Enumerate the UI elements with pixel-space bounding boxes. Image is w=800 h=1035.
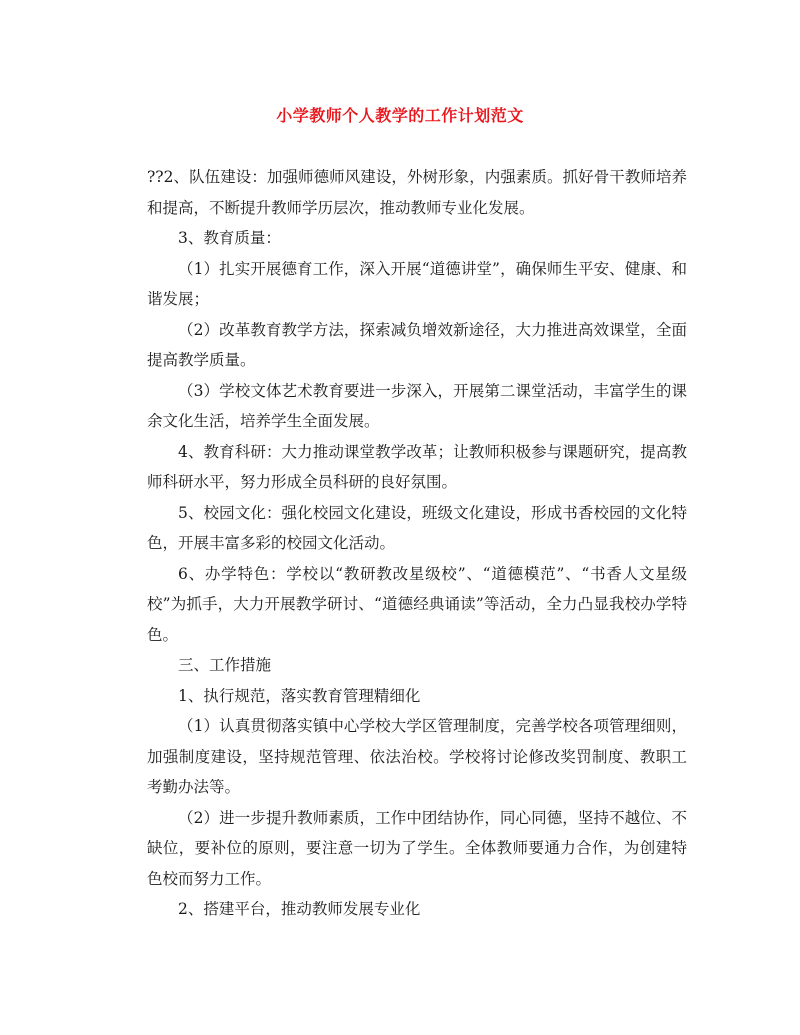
document-body — [147, 162, 687, 925]
paragraph-team-building: ??2、队伍建设：加强师德师风建设，外树形象，内强素质。抓好骨干教师培养和提高，不断提升教师学历层次，推动教师专业化发展。 — [147, 168, 687, 217]
section-heading-measures: 三、工作措施 — [178, 656, 272, 674]
document-title: 小学教师个人教学的工作计划范文 — [276, 106, 524, 125]
subheading-platform: 2、搭建平台，推动教师发展专业化 — [178, 900, 421, 918]
paragraph-campus-culture: 5、校园文化：强化校园文化建设，班级文化建设，形成书香校园的文化特色，开展丰富多彩的校园文化活动。 — [147, 503, 687, 552]
paragraph-education-quality: 3、教育质量： — [178, 229, 281, 247]
paragraph-management-system: （1）认真贯彻落实镇中心学校大学区管理制度，完善学校各项管理细则，加强制度建设，坚持规范管理、依法治校。学校将讨论修改奖罚制度、教职工考勤办法等。 — [147, 717, 687, 796]
paragraph-school-features: 6、办学特色：学校以“教研教改星级校”、“道德模范”、“书香人文星级校”为抓手，大力开展教学研讨、“道德经典诵读”等活动，全力凸显我校办学特色。 — [147, 564, 687, 644]
paragraph-moral-education: （1）扎实开展德育工作，深入开展“道德讲堂”，确保师生平安、健康、和谐发展； — [147, 259, 687, 308]
paragraph-teaching-reform: （2）改革教育教学方法，探索减负增效新途径，大力推进高效课堂，全面提高教学质量。 — [147, 320, 687, 369]
paragraph-teacher-quality: （2）进一步提升教师素质，工作中团结协作，同心同德，坚持不越位、不缺位，要补位的原则，要注意一切为了学生。全体教师要通力合作，为创建特色校而努力工作。 — [147, 808, 687, 888]
paragraph-arts-education: （3）学校文体艺术教育要进一步深入，开展第二课堂活动，丰富学生的课余文化生活，培养学生全面发展。 — [147, 381, 687, 430]
subheading-regulation: 1、执行规范，落实教育管理精细化 — [178, 686, 421, 705]
paragraph-research: 4、教育科研：大力推动课堂教学改革；让教师积极参与课题研究，提高教师科研水平，努力形成全员科研的良好氛围。 — [147, 442, 687, 491]
